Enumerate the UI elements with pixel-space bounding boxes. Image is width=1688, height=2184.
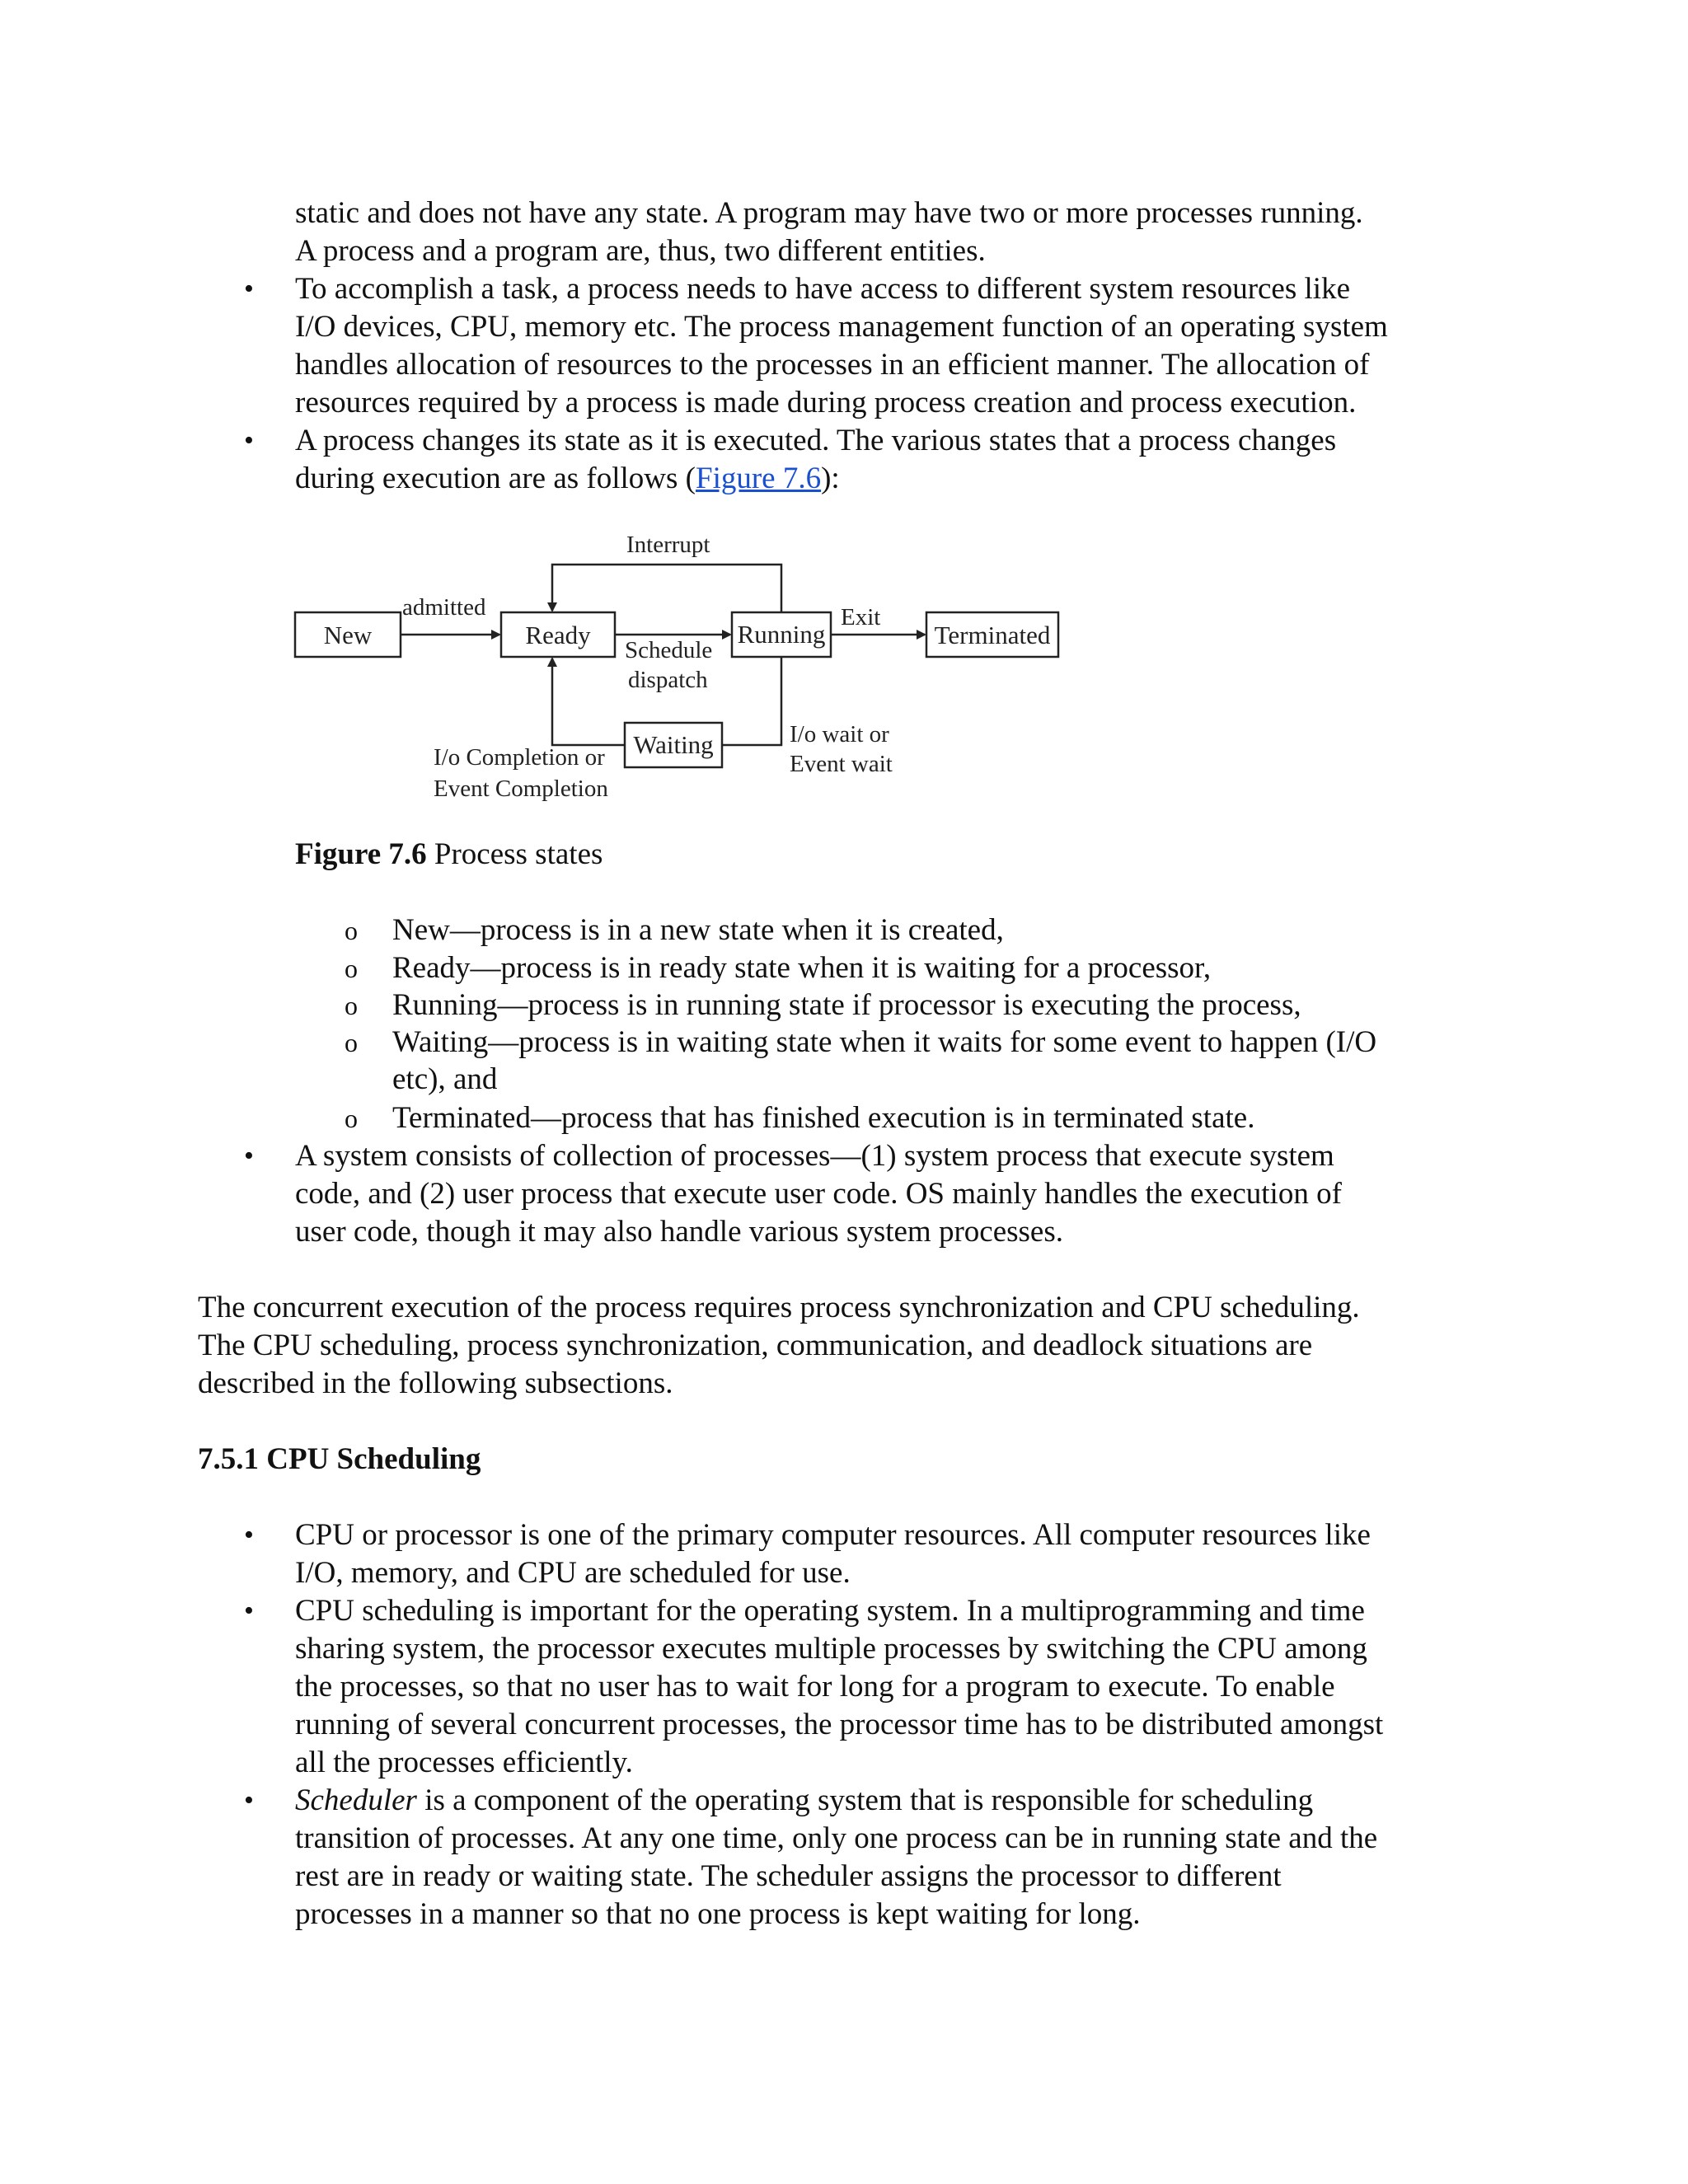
edge-label-schedule: Schedule bbox=[625, 637, 713, 663]
arrow-io-wait bbox=[722, 657, 781, 745]
edge-label-io-completion: I/o Completion or bbox=[434, 744, 605, 771]
paragraph-line: The concurrent execution of the process requires process synchronization and CPU scheduling. bbox=[198, 1291, 1360, 1324]
figure-caption-label: Figure 7.6 bbox=[295, 837, 427, 871]
text-line: static and does not have any state. A program may have two or more processes running. bbox=[295, 196, 1363, 230]
node-label-new: New bbox=[323, 621, 373, 649]
node-label-ready: Ready bbox=[525, 621, 591, 649]
list-marker: o bbox=[345, 916, 358, 945]
bullet-marker: • bbox=[244, 425, 254, 456]
text-line: I/O devices, CPU, memory etc. The process management function of an operating system bbox=[295, 310, 1388, 344]
text-line: A system consists of collection of processes—(1) system process that execute system bbox=[295, 1139, 1334, 1173]
bullet-marker: • bbox=[244, 1520, 254, 1550]
text-line: all the processes efficiently. bbox=[295, 1746, 633, 1779]
text-line bbox=[295, 1782, 1313, 1820]
edge-label-exit: Exit bbox=[841, 604, 881, 630]
list-item: Waiting—process is in waiting state when it waits for some event to happen (I/O bbox=[392, 1025, 1377, 1059]
text-line: the processes, so that no user has to wait for long for a program to execute. To enable bbox=[295, 1670, 1335, 1704]
bullet-marker: • bbox=[244, 274, 254, 304]
text-line: A process and a program are, thus, two different entities. bbox=[295, 234, 986, 268]
text-line: code, and (2) user process that execute user code. OS mainly handles the execution of bbox=[295, 1177, 1342, 1211]
edge-label-dispatch: dispatch bbox=[628, 667, 708, 693]
text-line bbox=[295, 460, 840, 498]
text-line: running of several concurrent processes, the processor time has to be distributed amongst bbox=[295, 1708, 1384, 1741]
edge-label-io-wait: I/o wait or bbox=[790, 721, 889, 748]
edge-label-event-wait: Event wait bbox=[790, 751, 893, 777]
text-line: I/O, memory, and CPU are scheduled for use. bbox=[295, 1556, 851, 1590]
text-segment: is a component of the operating system that is responsible for scheduling bbox=[416, 1783, 1314, 1817]
section-heading: 7.5.1 CPU Scheduling bbox=[198, 1442, 481, 1476]
edge-label-interrupt: Interrupt bbox=[626, 532, 710, 558]
text-segment: ): bbox=[821, 462, 840, 495]
text-line: resources required by a process is made during process creation and process execution. bbox=[295, 386, 1357, 419]
process-state-diagram bbox=[280, 519, 1071, 816]
text-line: processes in a manner so that no one process is kept waiting for long. bbox=[295, 1897, 1141, 1931]
figure-caption-text: Process states bbox=[426, 837, 603, 871]
node-label-running: Running bbox=[737, 620, 826, 649]
text-segment: during execution are as follows ( bbox=[295, 462, 696, 495]
node-label-terminated: Terminated bbox=[934, 621, 1051, 649]
figure-link[interactable]: Figure 7.6 bbox=[696, 462, 822, 495]
arrow-interrupt bbox=[552, 565, 781, 612]
list-item: New—process is in a new state when it is created, bbox=[392, 913, 1004, 947]
arrow-io-completion bbox=[552, 658, 625, 745]
text-line: sharing system, the processor executes multiple processes by switching the CPU among bbox=[295, 1632, 1367, 1666]
list-marker: o bbox=[345, 954, 358, 983]
list-item: Terminated—process that has finished execution is in terminated state. bbox=[392, 1101, 1255, 1135]
list-item: Ready—process is in ready state when it is waiting for a processor, bbox=[392, 951, 1212, 985]
list-marker: o bbox=[345, 991, 358, 1020]
node-label-waiting: Waiting bbox=[633, 730, 714, 759]
edge-label-admitted: admitted bbox=[402, 594, 486, 621]
figure-caption bbox=[295, 836, 603, 874]
list-marker: o bbox=[345, 1104, 358, 1133]
bullet-marker: • bbox=[244, 1785, 254, 1816]
list-item: Running—process is in running state if processor is executing the process, bbox=[392, 988, 1301, 1022]
list-marker: o bbox=[345, 1028, 358, 1057]
paragraph-line: described in the following subsections. bbox=[198, 1366, 673, 1400]
bullet-marker: • bbox=[244, 1141, 254, 1171]
text-line: CPU scheduling is important for the operating system. In a multiprogramming and time bbox=[295, 1594, 1365, 1628]
bullet-marker: • bbox=[244, 1596, 254, 1626]
edge-label-event-completion: Event Completion bbox=[434, 776, 608, 802]
paragraph-line: The CPU scheduling, process synchronization, communication, and deadlock situations are bbox=[198, 1329, 1313, 1362]
term-scheduler: Scheduler bbox=[295, 1783, 417, 1817]
text-line: transition of processes. At any one time, only one process can be in running state and the bbox=[295, 1821, 1378, 1855]
text-line: To accomplish a task, a process needs to have access to different system resources like bbox=[295, 272, 1350, 306]
text-line: handles allocation of resources to the processes in an efficient manner. The allocation of bbox=[295, 348, 1370, 382]
text-line: user code, though it may also handle various system processes. bbox=[295, 1215, 1063, 1249]
text-line: rest are in ready or waiting state. The scheduler assigns the processor to different bbox=[295, 1859, 1282, 1893]
text-line: CPU or processor is one of the primary computer resources. All computer resources like bbox=[295, 1518, 1371, 1552]
text-line: A process changes its state as it is executed. The various states that a process changes bbox=[295, 424, 1337, 457]
list-item-continuation: etc), and bbox=[392, 1062, 498, 1096]
